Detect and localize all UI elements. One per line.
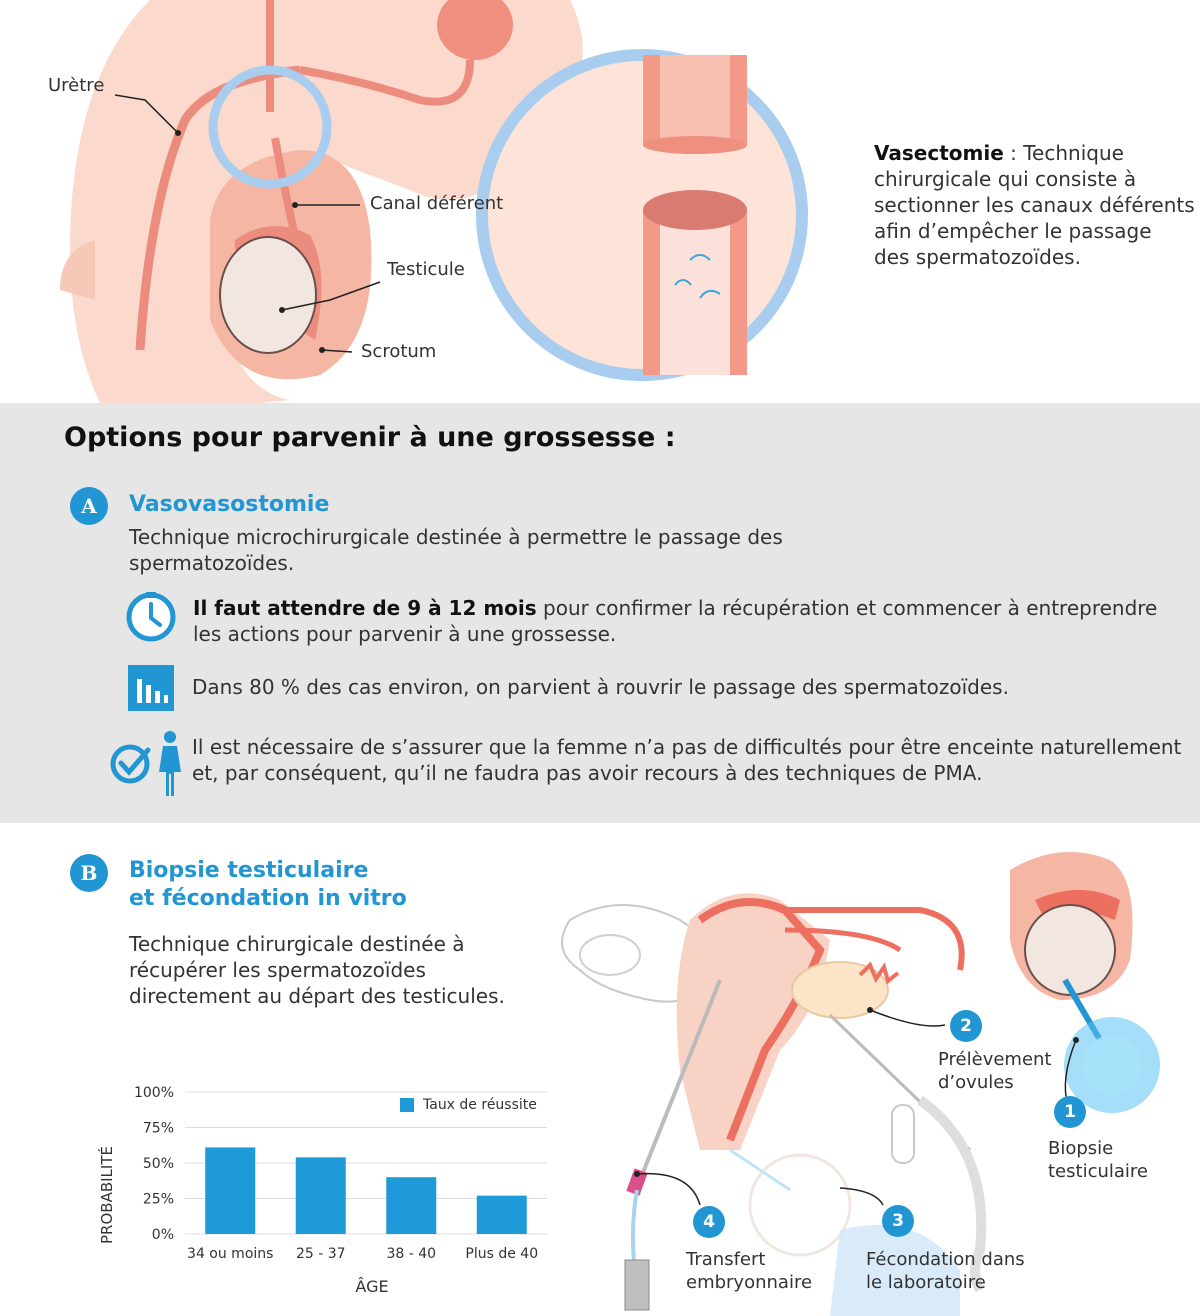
- step-1-badge: 1: [1054, 1096, 1086, 1128]
- success-rate-chart: [85, 1070, 565, 1310]
- y-axis-label: PROBABILITÉ: [98, 1146, 116, 1244]
- option-a-item-3: Il est nécessaire de s’assurer que la femme n’a pas de difficultés pour être enceinte naturellement et, par conséquent, qu’il ne faudra pas avoir recours à des techniques de PMA.: [192, 735, 1182, 785]
- options-title: Options pour parvenir à une grossesse :: [64, 422, 676, 453]
- step-3-label: Fécondation dans le laboratoire: [866, 1249, 1025, 1293]
- option-b-title: Biopsie testiculaire et fécondation in vitro: [129, 858, 407, 911]
- bar-0: [205, 1147, 255, 1234]
- bar-2: [386, 1177, 436, 1234]
- badge-a: A: [70, 487, 108, 525]
- option-a-description: Technique microchirurgicale destinée à permettre le passage des spermatozoïdes.: [129, 525, 783, 575]
- vasectomie-term: Vasectomie: [874, 141, 1004, 165]
- bar-chart-icon: [128, 665, 174, 711]
- y-tick-label: 100%: [133, 1085, 174, 1101]
- x-tick-label: 25 - 37: [295, 1246, 346, 1262]
- vasectomie-description: Vasectomie : Technique chirurgicale qui consiste à sectionner les canaux déférents afin d’empêcher le passage des spermatozoïdes.: [874, 141, 1195, 269]
- ivf-illustration: [540, 850, 1200, 1316]
- step-2-badge: 2: [950, 1010, 982, 1042]
- legend-swatch: [400, 1098, 414, 1112]
- option-a-item-1: Il faut attendre de 9 à 12 mois pour confirmer la récupération et commencer à entreprendre les actions pour parvenir à une grossesse.: [193, 596, 1158, 646]
- step-2-label: Prélèvement d’ovules: [938, 1049, 1052, 1093]
- step-3-badge: 3: [882, 1205, 914, 1237]
- label-scrotum: Scrotum: [361, 341, 437, 362]
- y-tick-label: 50%: [142, 1156, 174, 1172]
- check-woman-icon: [108, 728, 183, 798]
- step-1-label: Biopsie testiculaire: [1048, 1138, 1148, 1182]
- clock-icon: [125, 591, 177, 643]
- x-tick-label: Plus de 40: [465, 1246, 539, 1262]
- y-tick-label: 75%: [142, 1120, 174, 1137]
- legend-label: Taux de réussite: [423, 1097, 537, 1113]
- bar-1: [296, 1157, 346, 1234]
- x-tick-label: 38 - 40: [386, 1246, 437, 1262]
- label-uretre: Urètre: [48, 75, 105, 96]
- y-tick-label: 0%: [151, 1227, 174, 1243]
- badge-b: B: [70, 854, 108, 892]
- option-b-description: Technique chirurgicale destinée à récupérer les spermatozoïdes directement au départ des testicules.: [129, 932, 505, 1008]
- step-4-badge: 4: [693, 1206, 725, 1238]
- x-tick-label: 34 ou moins: [187, 1246, 274, 1262]
- bar-3: [477, 1196, 527, 1234]
- label-testicule: Testicule: [387, 259, 465, 280]
- option-a-item-2: Dans 80 % des cas environ, on parvient à rouvrir le passage des spermatozoïdes.: [192, 675, 1009, 699]
- step-4-label: Transfert embryonnaire: [686, 1249, 813, 1293]
- option-a-title: Vasovasostomie: [129, 492, 330, 517]
- y-tick-label: 25%: [142, 1191, 174, 1208]
- label-canal-deferent: Canal déférent: [370, 193, 504, 214]
- x-axis-label: ÂGE: [355, 1277, 389, 1296]
